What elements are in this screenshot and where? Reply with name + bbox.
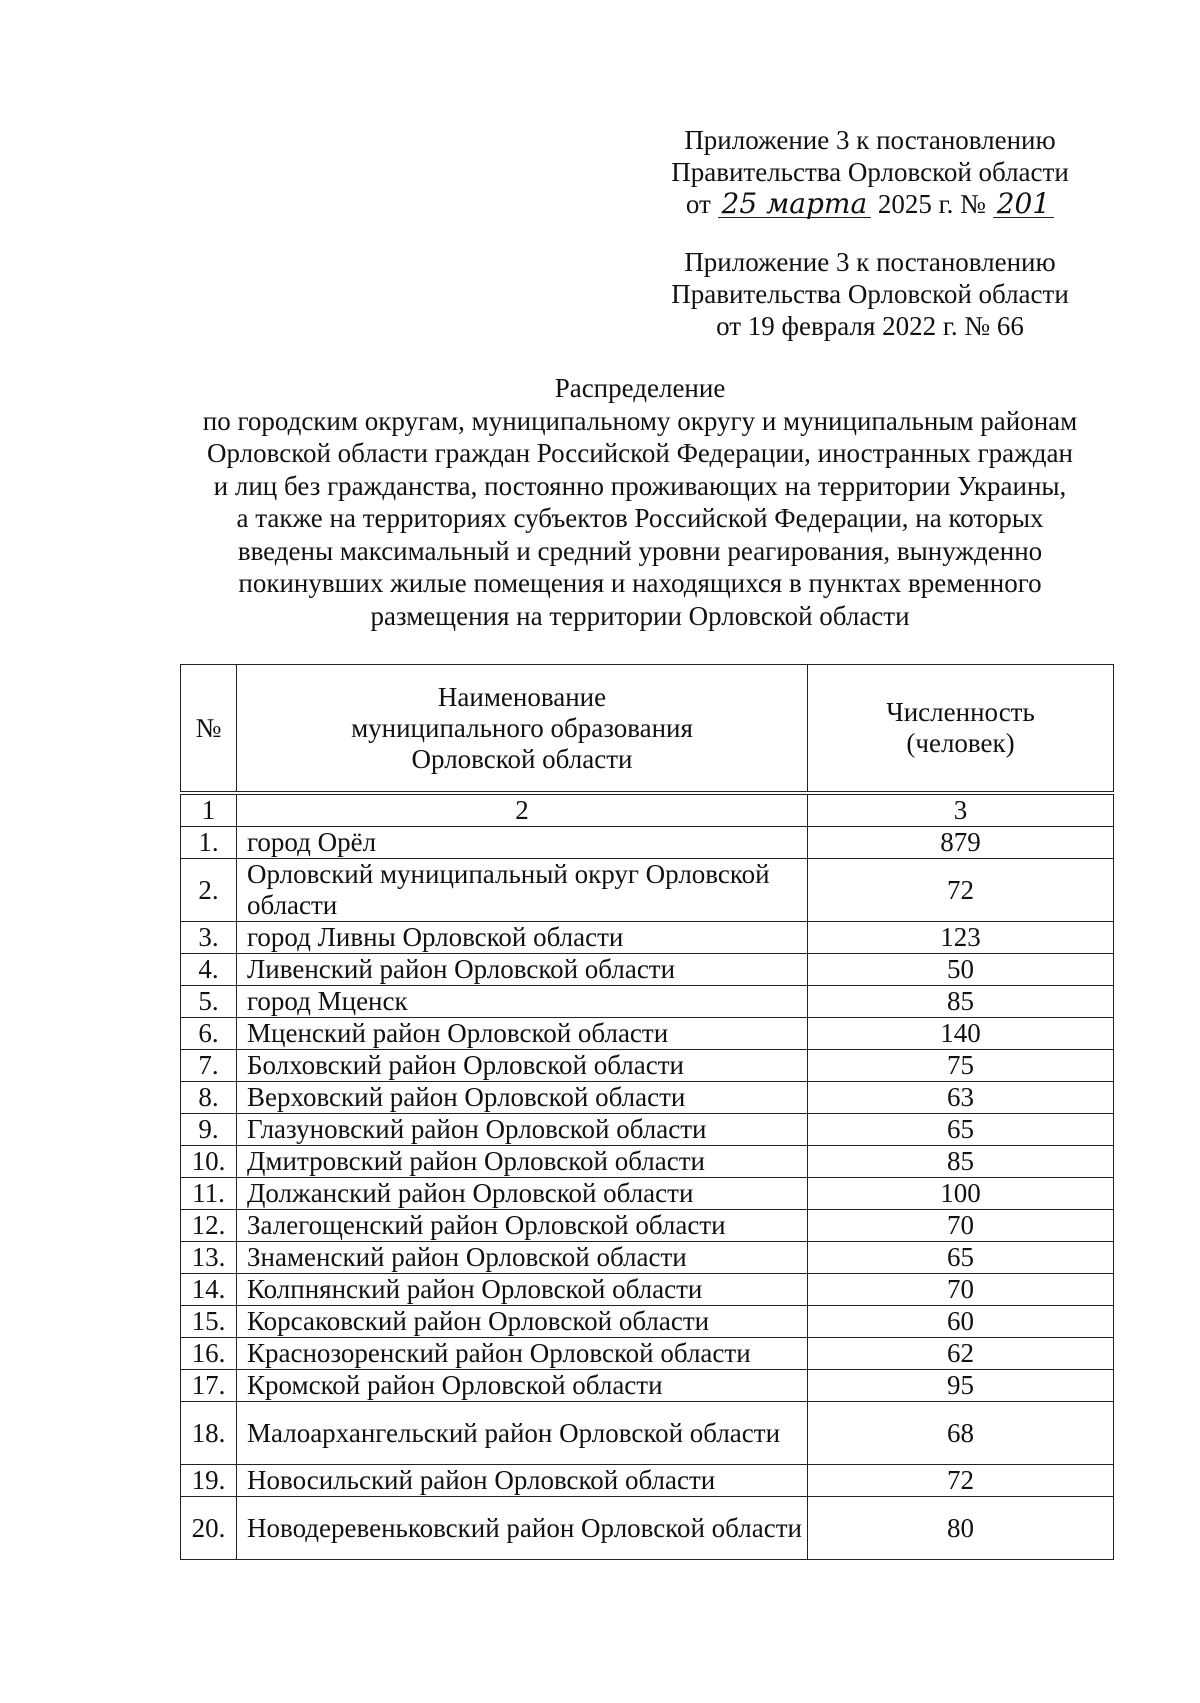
appendix-original-block — [640, 246, 1100, 342]
row-count: 50 — [808, 954, 1114, 986]
row-count: 65 — [808, 1114, 1114, 1146]
appendix-old-line2: Правительства Орловской области — [671, 279, 1069, 309]
header-count-line: Численность — [886, 697, 1035, 727]
row-name: Новодеревеньковский район Орловской области — [237, 1497, 808, 1560]
row-name: Залегощенский район Орловской области — [237, 1210, 808, 1242]
table-row — [181, 922, 1114, 954]
index-cell: 3 — [808, 793, 1114, 827]
row-count: 72 — [808, 859, 1114, 922]
row-number: 13. — [181, 1242, 237, 1274]
row-count: 60 — [808, 1306, 1114, 1338]
title-line: Орловской области граждан Российской Федерации, иностранных граждан — [207, 438, 1073, 468]
row-name: Должанский район Орловской области — [237, 1178, 808, 1210]
header-name-line: муниципального образования — [351, 712, 693, 743]
row-count: 68 — [808, 1402, 1114, 1465]
table-row — [181, 1370, 1114, 1402]
row-number: 18. — [181, 1402, 237, 1465]
appendix-old-line3: от 19 февраля 2022 г. № 66 — [716, 311, 1024, 341]
table-row — [181, 1465, 1114, 1497]
table-row — [181, 1242, 1114, 1274]
row-count: 95 — [808, 1370, 1114, 1402]
row-number: 11. — [181, 1178, 237, 1210]
table-row — [181, 954, 1114, 986]
appendix-new-year: 2025 г. № — [877, 189, 986, 219]
row-name: Знаменский район Орловской области — [237, 1242, 808, 1274]
row-number: 14. — [181, 1274, 237, 1306]
row-number: 3. — [181, 922, 237, 954]
title-line: а также на территориях субъектов Российской Федерации, на которых — [236, 503, 1044, 533]
row-number: 12. — [181, 1210, 237, 1242]
title-line: размещения на территории Орловской области — [370, 600, 910, 631]
header-count-line: (человек) — [906, 728, 1015, 758]
row-count: 63 — [808, 1082, 1114, 1114]
header-num: № — [181, 665, 237, 794]
header-name-line: Орловской области — [411, 743, 633, 774]
table-header-row — [181, 665, 1114, 794]
table-row — [181, 1114, 1114, 1146]
row-number: 17. — [181, 1370, 237, 1402]
row-count: 70 — [808, 1210, 1114, 1242]
row-count: 80 — [808, 1497, 1114, 1560]
row-number: 19. — [181, 1465, 237, 1497]
header-name-line: Наименование — [437, 681, 607, 712]
table-row — [181, 859, 1114, 922]
row-name: Краснозоренский район Орловской области — [237, 1338, 808, 1370]
row-name: Верховский район Орловской области — [237, 1082, 808, 1114]
table-row — [181, 1050, 1114, 1082]
row-number: 2. — [181, 859, 237, 922]
document-title — [120, 372, 1160, 632]
row-name: Корсаковский район Орловской области — [237, 1306, 808, 1338]
row-number: 15. — [181, 1306, 237, 1338]
distribution-table — [180, 664, 1114, 1560]
row-number: 1. — [181, 827, 237, 859]
row-number: 5. — [181, 986, 237, 1018]
title-line: и лиц без гражданства, постоянно проживающих на территории Украины, — [213, 470, 1067, 501]
row-name: Глазуновский район Орловской области — [237, 1114, 808, 1146]
appendix-amendment-block — [640, 124, 1100, 220]
row-name: Болховский район Орловской области — [237, 1050, 808, 1082]
row-number: 16. — [181, 1338, 237, 1370]
row-number: 7. — [181, 1050, 237, 1082]
title-line: по городским округам, муниципальному округу и муниципальным районам — [202, 405, 1078, 436]
table-row — [181, 1338, 1114, 1370]
header-name — [237, 665, 808, 794]
row-count: 140 — [808, 1018, 1114, 1050]
row-name: Мценский район Орловской области — [237, 1018, 808, 1050]
title-line: введены максимальный и средний уровни реагирования, вынужденно — [237, 535, 1043, 566]
table-row — [181, 1497, 1114, 1560]
title-heading: Распределение — [554, 373, 726, 403]
table-row — [181, 1274, 1114, 1306]
row-name: город Мценск — [237, 986, 808, 1018]
appendix-new-prefix: от — [685, 189, 711, 219]
row-count: 72 — [808, 1465, 1114, 1497]
row-name: Дмитровский район Орловской области — [237, 1146, 808, 1178]
row-number: 9. — [181, 1114, 237, 1146]
table-row — [181, 1146, 1114, 1178]
row-number: 8. — [181, 1082, 237, 1114]
row-number: 6. — [181, 1018, 237, 1050]
table-index-row — [181, 793, 1114, 827]
table-row — [181, 1018, 1114, 1050]
row-number: 4. — [181, 954, 237, 986]
index-cell: 1 — [181, 793, 237, 827]
row-name: Малоархангельский район Орловской области — [237, 1402, 808, 1465]
row-count: 62 — [808, 1338, 1114, 1370]
appendix-new-line3 — [640, 188, 1100, 220]
row-count: 879 — [808, 827, 1114, 859]
row-name: Кромской район Орловской области — [237, 1370, 808, 1402]
table-row — [181, 1306, 1114, 1338]
row-count: 85 — [808, 986, 1114, 1018]
row-number: 10. — [181, 1146, 237, 1178]
title-line: покинувших жилые помещения и находящихся в пунктах временного — [238, 568, 1042, 598]
row-name: Колпнянский район Орловской области — [237, 1274, 808, 1306]
row-count: 65 — [808, 1242, 1114, 1274]
row-count: 85 — [808, 1146, 1114, 1178]
row-count: 123 — [808, 922, 1114, 954]
table-row — [181, 1402, 1114, 1465]
table-row — [181, 986, 1114, 1018]
row-name: Ливенский район Орловской области — [237, 954, 808, 986]
table-row — [181, 827, 1114, 859]
handwritten-date: 25 марта — [718, 191, 872, 218]
appendix-old-line1: Приложение 3 к постановлению — [684, 247, 1056, 277]
header-count — [808, 665, 1114, 794]
row-count: 100 — [808, 1178, 1114, 1210]
table-row — [181, 1210, 1114, 1242]
index-cell: 2 — [237, 793, 808, 827]
row-count: 75 — [808, 1050, 1114, 1082]
row-name: город Орёл — [237, 827, 808, 859]
appendix-new-line1: Приложение 3 к постановлению — [684, 125, 1056, 155]
table-row — [181, 1178, 1114, 1210]
handwritten-number: 201 — [993, 191, 1054, 218]
table-row — [181, 1082, 1114, 1114]
row-count: 70 — [808, 1274, 1114, 1306]
row-name: Орловский муниципальный округ Орловской области — [237, 859, 808, 922]
appendix-new-line2: Правительства Орловской области — [671, 157, 1069, 187]
row-name: город Ливны Орловской области — [237, 922, 808, 954]
row-name: Новосильский район Орловской области — [237, 1465, 808, 1497]
row-number: 20. — [181, 1497, 237, 1560]
